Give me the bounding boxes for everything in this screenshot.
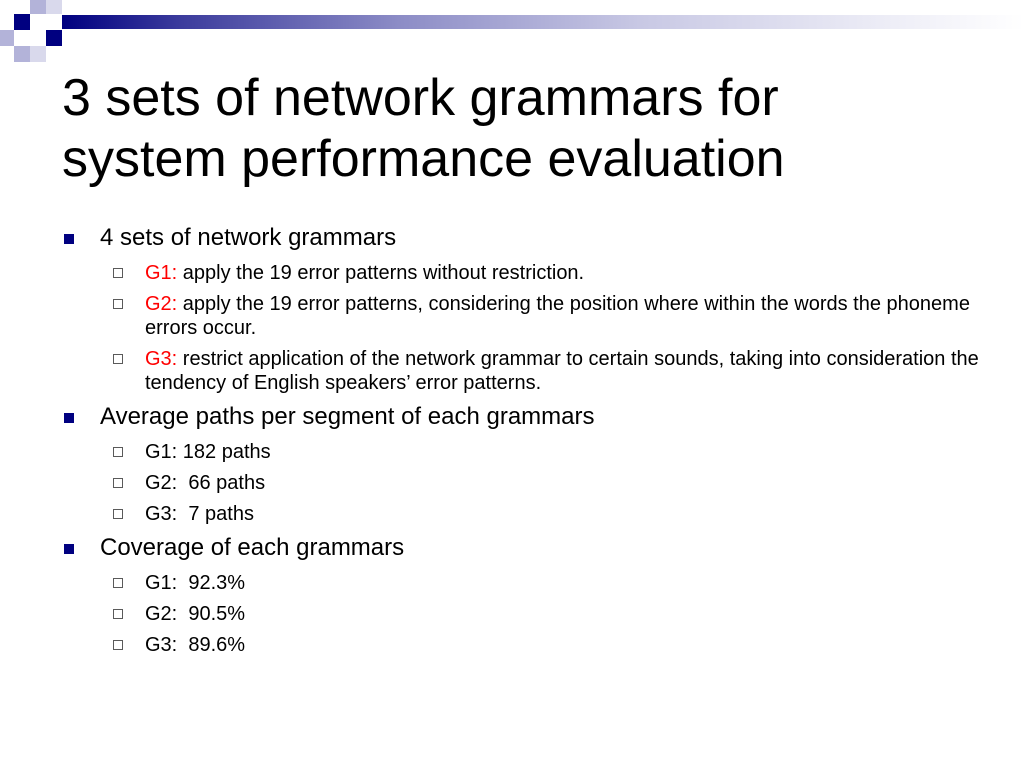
sub-bullet-paths-g1 — [62, 440, 982, 464]
slide-title — [62, 68, 982, 190]
corner-square-pale-2 — [30, 46, 46, 62]
sub-bullet-text: restrict application of the network grammar to certain sounds, taking into consideration the tendency of English speakers’ error patterns. — [145, 348, 979, 394]
sub-bullet-g3 — [62, 347, 982, 395]
bullet-text: 4 sets of network grammars — [100, 224, 397, 251]
sub-bullet-paths-g2 — [62, 471, 982, 495]
corner-square-lavender-1 — [30, 0, 46, 14]
sub-bullet-text: G3: 7 paths — [145, 503, 254, 525]
sub-bullet-text: G1: 182 paths — [145, 441, 271, 463]
corner-square-pale-1 — [46, 0, 62, 14]
sub-bullet-text: G1: 92.3% — [145, 572, 246, 594]
corner-square-lavender-2 — [0, 30, 14, 46]
grammar-tag: G3: — [145, 348, 178, 370]
hollow-square-bullet-icon — [113, 609, 123, 619]
corner-square-navy-1 — [14, 14, 30, 30]
grammar-tag: G2: — [145, 293, 178, 315]
sub-bullet-text: apply the 19 error patterns, considering the position where within the words the phoneme errors occur. — [145, 293, 970, 339]
square-bullet-icon — [64, 413, 74, 423]
slide-body — [62, 222, 982, 657]
sub-bullet-paths-g3 — [62, 502, 982, 526]
sub-bullet-coverage-g2 — [62, 602, 982, 626]
header-gradient-bar — [62, 15, 1024, 29]
bullet-network-grammars — [62, 222, 982, 254]
bullet-text: Coverage of each grammars — [100, 534, 405, 561]
bullet-average-paths — [62, 401, 982, 433]
hollow-square-bullet-icon — [113, 578, 123, 588]
slide-title-line-2: system performance evaluation — [62, 130, 785, 188]
sub-bullet-text: G2: 90.5% — [145, 603, 246, 625]
hollow-square-bullet-icon — [113, 268, 123, 278]
corner-square-lavender-3 — [14, 46, 30, 62]
hollow-square-bullet-icon — [113, 478, 123, 488]
hollow-square-bullet-icon — [113, 354, 123, 364]
sub-bullet-coverage-g3 — [62, 633, 982, 657]
square-bullet-icon — [64, 234, 74, 244]
sub-bullet-g2 — [62, 292, 982, 340]
sub-bullet-coverage-g1 — [62, 571, 982, 595]
grammar-tag: G1: — [145, 262, 178, 284]
hollow-square-bullet-icon — [113, 299, 123, 309]
bullet-coverage — [62, 532, 982, 564]
hollow-square-bullet-icon — [113, 509, 123, 519]
square-bullet-icon — [64, 544, 74, 554]
bullet-text: Average paths per segment of each grammars — [100, 403, 595, 430]
sub-bullet-text: G2: 66 paths — [145, 472, 266, 494]
corner-square-navy-2 — [46, 30, 62, 46]
hollow-square-bullet-icon — [113, 447, 123, 457]
hollow-square-bullet-icon — [113, 640, 123, 650]
sub-bullet-text: G3: 89.6% — [145, 634, 246, 656]
sub-bullet-text: apply the 19 error patterns without restriction. — [177, 262, 585, 284]
sub-bullet-g1 — [62, 261, 982, 285]
slide-title-line-1: 3 sets of network grammars for — [62, 69, 779, 127]
